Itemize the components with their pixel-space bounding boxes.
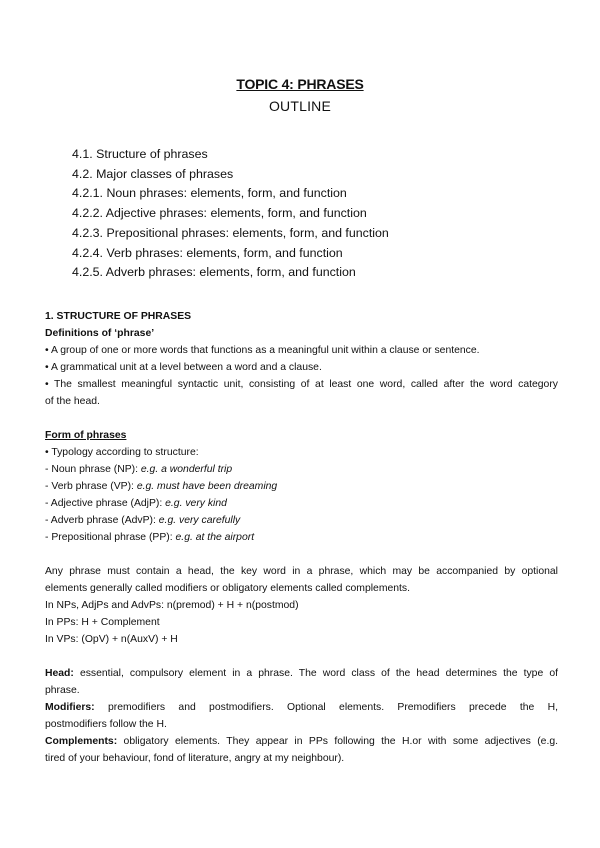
definition-line: • The smallest meaningful syntactic unit, consisting of at least one word, called after the word category <box>45 379 558 390</box>
complements-definition <box>45 733 558 750</box>
outline-item: 4.2.3. Prepositional phrases: elements, form, and function <box>72 225 389 240</box>
outline-item: 4.1. Structure of phrases <box>72 147 208 161</box>
head-definition <box>45 665 558 682</box>
form-heading: Form of phrases <box>45 430 127 441</box>
typology-example: e.g. very carefully <box>158 515 241 526</box>
definition-line: • A grammatical unit at a level between a word and a clause. <box>45 362 322 373</box>
typology-intro: • Typology according to structure: <box>45 447 199 458</box>
outline-item: 4.2.1. Noun phrases: elements, form, and function <box>72 186 347 201</box>
modifiers-term: Modifiers: <box>45 702 95 713</box>
outline-item: 4.2.2. Adjective phrases: elements, form, and function <box>72 206 367 221</box>
complements-definition-cont: tired of your behaviour, fond of literature, angry at my neighbour). <box>45 753 345 764</box>
head-text: essential, compulsory element in a phrase. The word class of the head determines the type of <box>73 668 558 679</box>
definition-line: • A group of one or more words that functions as a meaningful unit within a clause or sentence. <box>45 345 480 356</box>
outline-item: 4.2.5. Adverb phrases: elements, form, and function <box>72 265 356 280</box>
outline-item: 4.2.4. Verb phrases: elements, form, and function <box>72 245 343 260</box>
typology-label: - Adjective phrase (AdjP): <box>45 498 166 509</box>
definition-line: of the head. <box>45 396 100 407</box>
typology-label: - Noun phrase (NP): <box>45 464 141 475</box>
typology-item <box>45 478 558 495</box>
typology-label: - Prepositional phrase (PP): <box>45 532 176 543</box>
head-paragraph-line: elements generally called modifiers or obligatory elements called complements. <box>45 583 411 594</box>
modifiers-definition-cont: postmodifiers follow the H. <box>45 719 167 730</box>
outline-item: 4.2. Major classes of phrases <box>72 166 234 181</box>
typology-item <box>45 512 558 529</box>
typology-example: e.g. very kind <box>165 498 227 509</box>
typology-example: e.g. a wonderful trip <box>140 464 233 475</box>
typology-label: - Adverb phrase (AdvP): <box>45 515 159 526</box>
section-body <box>45 308 558 767</box>
page-title: TOPIC 4: PHRASES <box>236 76 364 92</box>
typology-item <box>45 529 558 546</box>
complements-text: obligatory elements. They appear in PPs following the H.or with some adjectives (e.g. <box>117 736 558 747</box>
head-term: Head: <box>45 668 74 679</box>
typology-example: e.g. must have been dreaming <box>136 481 278 492</box>
typology-label: - Verb phrase (VP): <box>45 481 137 492</box>
typology-item <box>45 495 558 512</box>
typology-example: e.g. at the airport <box>175 532 255 543</box>
head-paragraph-line: Any phrase must contain a head, the key word in a phrase, which may be accompanied by optional <box>45 566 558 577</box>
formula-line: In VPs: (OpV) + n(AuxV) + H <box>45 634 178 645</box>
definitions-heading: Definitions of ‘phrase’ <box>45 328 155 339</box>
formula-line: In PPs: H + Complement <box>45 617 160 628</box>
head-definition-cont: phrase. <box>45 685 80 696</box>
outline-list <box>72 145 389 283</box>
complements-term: Complements: <box>45 736 118 747</box>
section-heading: 1. STRUCTURE OF PHRASES <box>45 311 192 322</box>
page-subtitle: OUTLINE <box>268 98 332 114</box>
formula-line: In NPs, AdjPs and AdvPs: n(premod) + H + n(postmod) <box>45 600 299 611</box>
modifiers-definition <box>45 699 558 716</box>
modifiers-text: premodifiers and postmodifiers. Optional elements. Premodifiers precede the H, <box>94 702 558 713</box>
typology-item <box>45 461 558 478</box>
